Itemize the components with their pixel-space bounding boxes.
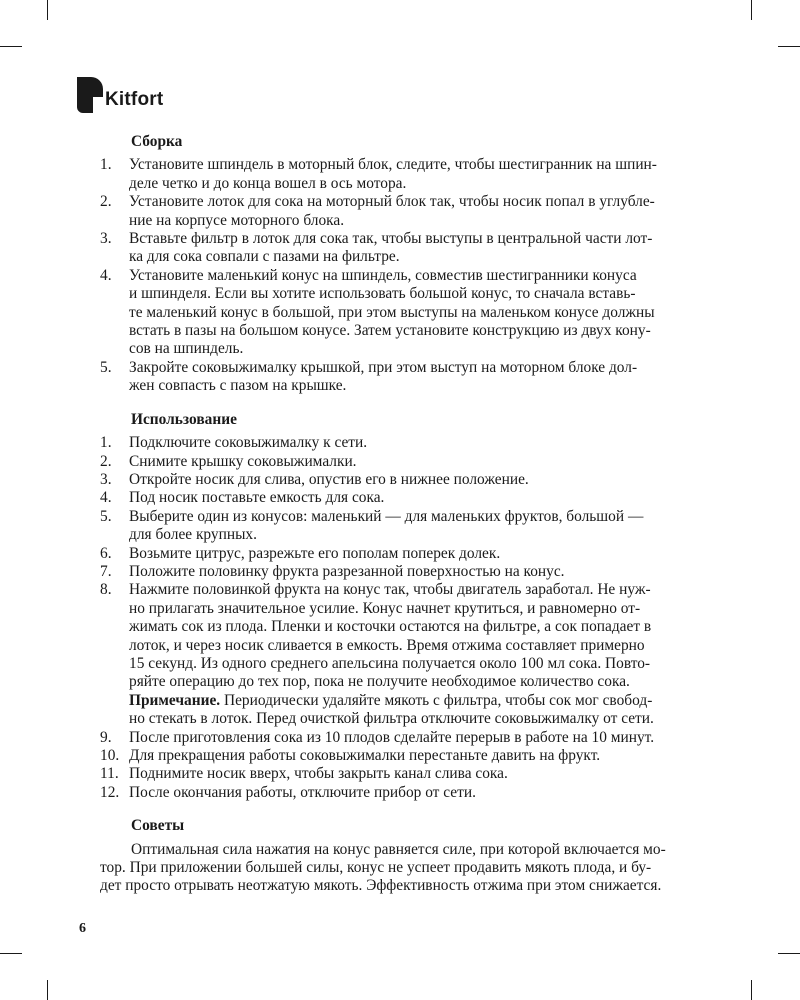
crop-mark — [751, 980, 752, 1000]
text-line: Оптимальная сила нажатия на конус равняется силе, при которой включается мо- — [131, 840, 666, 858]
list-text — [129, 563, 710, 581]
list-number: 2. — [100, 193, 112, 211]
text-line: ряйте операцию до тех пор, пока не получите необходимое количество сока. — [129, 673, 630, 691]
list-item — [100, 434, 710, 452]
text-line: Под носик поставьте емкость для сока. — [129, 489, 385, 507]
text-line: жен совпасть с пазом на крышке. — [129, 377, 347, 395]
text-line: Нажмите половинкой фрукта на конус так, чтобы двигатель заработал. Не нуж- — [129, 581, 651, 599]
text-line: тор. При приложении большей силы, конус не успеет продавить мякоть плода, и бу- — [100, 859, 652, 877]
list-text — [129, 747, 710, 765]
list-number: 1. — [100, 434, 112, 452]
text-line: дет просто отрывать неотжатую мякоть. Эффективность отжима при этом снижается. — [100, 877, 662, 895]
text-line: Для прекращения работы соковыжималки перестаньте давить на фрукт. — [129, 747, 601, 764]
text-line: сов на шпиндель. — [129, 340, 244, 358]
note-line — [129, 692, 710, 710]
list-text — [129, 765, 710, 783]
list-text — [129, 508, 710, 545]
list-number: 7. — [100, 562, 112, 580]
list-item — [100, 729, 710, 747]
text-line: Установите маленький конус на шпиндель, совместив шестигранники конуса — [129, 266, 637, 284]
text-line: 15 секунд. Из одного среднего апельсина получается около 100 мл сока. Повто- — [129, 654, 651, 672]
text-line: ка для сока совпали с пазами на фильтре. — [129, 248, 400, 266]
text-line: Закройте соковыжималку крышкой, при этом выступ на моторном блоке дол- — [129, 358, 638, 376]
text-line: Поднимите носик вверх, чтобы закрыть канал слива сока. — [129, 765, 508, 783]
section-title-usage: Использование — [131, 410, 237, 428]
crop-mark — [778, 953, 800, 954]
list-item — [100, 453, 710, 471]
text-line: Возьмите цитрус, разрежьте его пополам поперек долек. — [129, 544, 501, 562]
list-number: 4. — [100, 489, 112, 507]
list-text — [129, 453, 710, 471]
text-line: деле четко и до конца вошел в ось мотора. — [129, 174, 407, 192]
text-line: Выберите один из конусов: маленький — для маленьких фруктов, большой — — [129, 507, 644, 525]
list-number: 11. — [100, 765, 119, 783]
list-item — [100, 489, 710, 507]
note-text: Периодически удаляйте мякоть с фильтра, чтобы сок мог свобод- — [220, 691, 653, 709]
list-item — [100, 581, 710, 728]
text-line: Положите половинку фрукта разрезанной поверхностью на конус. — [129, 562, 565, 580]
text-line: Установите лоток для сока на моторный блок так, чтобы носик попал в углубле- — [129, 193, 655, 211]
text-line: но прилагать значительное усилие. Конус начнет крутиться, и равномерно от- — [129, 599, 641, 617]
list-text — [129, 471, 710, 489]
list-item — [100, 193, 710, 230]
list-item — [100, 156, 710, 193]
tips-paragraph — [100, 841, 710, 896]
text-line: жимать сок из плода. Пленки и косточки остаются на фильтре, а сок попадает в — [129, 618, 652, 636]
kitfort-mark-icon — [77, 77, 103, 113]
list-number: 5. — [100, 507, 112, 525]
list-item — [100, 359, 710, 396]
list-item — [100, 508, 710, 545]
crop-mark — [778, 46, 800, 47]
note-line: но стекать в лоток. Перед очисткой фильтра отключите соковыжималку от сети. — [129, 710, 654, 728]
list-text — [129, 784, 710, 802]
list-number: 1. — [100, 156, 112, 174]
text-line: Вставьте фильтр в лоток для сока так, чтобы выступы в центральной части лот- — [129, 230, 653, 248]
list-number: 12. — [100, 783, 120, 801]
text-line: После окончания работы, отключите прибор от сети. — [129, 783, 476, 801]
list-text — [129, 729, 710, 747]
list-item — [100, 784, 710, 802]
crop-mark — [0, 953, 22, 954]
list-number: 2. — [100, 452, 112, 470]
list-number: 5. — [100, 358, 112, 376]
text-line: Снимите крышку соковыжималки. — [129, 452, 357, 470]
brand-name: Kitfort — [105, 89, 164, 110]
list-number: 3. — [100, 470, 112, 488]
text-line: Откройте носик для слива, опустив его в нижнее положение. — [129, 470, 529, 488]
list-item — [100, 230, 710, 267]
assembly-steps — [100, 156, 710, 395]
crop-mark — [751, 0, 752, 20]
text-line: те маленький конус в большой, при этом выступы на маленьком конусе должны — [129, 303, 655, 321]
list-number: 9. — [100, 728, 112, 746]
list-text — [129, 230, 710, 267]
list-item — [100, 747, 710, 765]
list-text — [129, 267, 710, 359]
list-text — [129, 193, 710, 230]
page-number: 6 — [79, 921, 86, 936]
crop-mark — [47, 980, 48, 1000]
list-text — [129, 359, 710, 396]
list-item — [100, 545, 710, 563]
list-item — [100, 765, 710, 783]
section-title-assembly: Сборка — [131, 133, 183, 150]
text-line: лоток, и через носик сливается в емкость. Время отжима составляет примерно — [129, 636, 645, 654]
text-line: ние на корпусе моторного блока. — [129, 211, 345, 229]
note-label: Примечание. — [129, 691, 221, 709]
text-line: и шпинделя. Если вы хотите использовать большой конус, то сначала вставь- — [129, 285, 636, 303]
page-content — [100, 133, 710, 896]
crop-mark — [0, 46, 22, 47]
text-line: для более крупных. — [129, 526, 257, 544]
list-number: 3. — [100, 230, 112, 248]
list-text — [129, 156, 710, 193]
section-title-tips: Советы — [131, 817, 185, 835]
list-item — [100, 267, 710, 359]
crop-mark — [47, 0, 48, 20]
list-item — [100, 471, 710, 489]
list-number: 6. — [100, 544, 112, 562]
list-item — [100, 563, 710, 581]
list-number: 10. — [100, 747, 120, 764]
list-text — [129, 581, 710, 728]
usage-steps — [100, 434, 710, 802]
text-line: встать в пазы на большом конусе. Затем установите конструкцию из двух кону- — [129, 322, 651, 340]
brand-logo — [77, 77, 163, 113]
list-text — [129, 434, 710, 452]
text-line: Подключите соковыжималку к сети. — [129, 434, 368, 452]
list-number: 4. — [100, 266, 112, 284]
text-line: После приготовления сока из 10 плодов сделайте перерыв в работе на 10 минут. — [129, 728, 655, 746]
list-text — [129, 545, 710, 563]
list-number: 8. — [100, 581, 112, 599]
list-text — [129, 489, 710, 507]
text-line: Установите шпиндель в моторный блок, следите, чтобы шестигранник на шпин- — [129, 156, 657, 174]
